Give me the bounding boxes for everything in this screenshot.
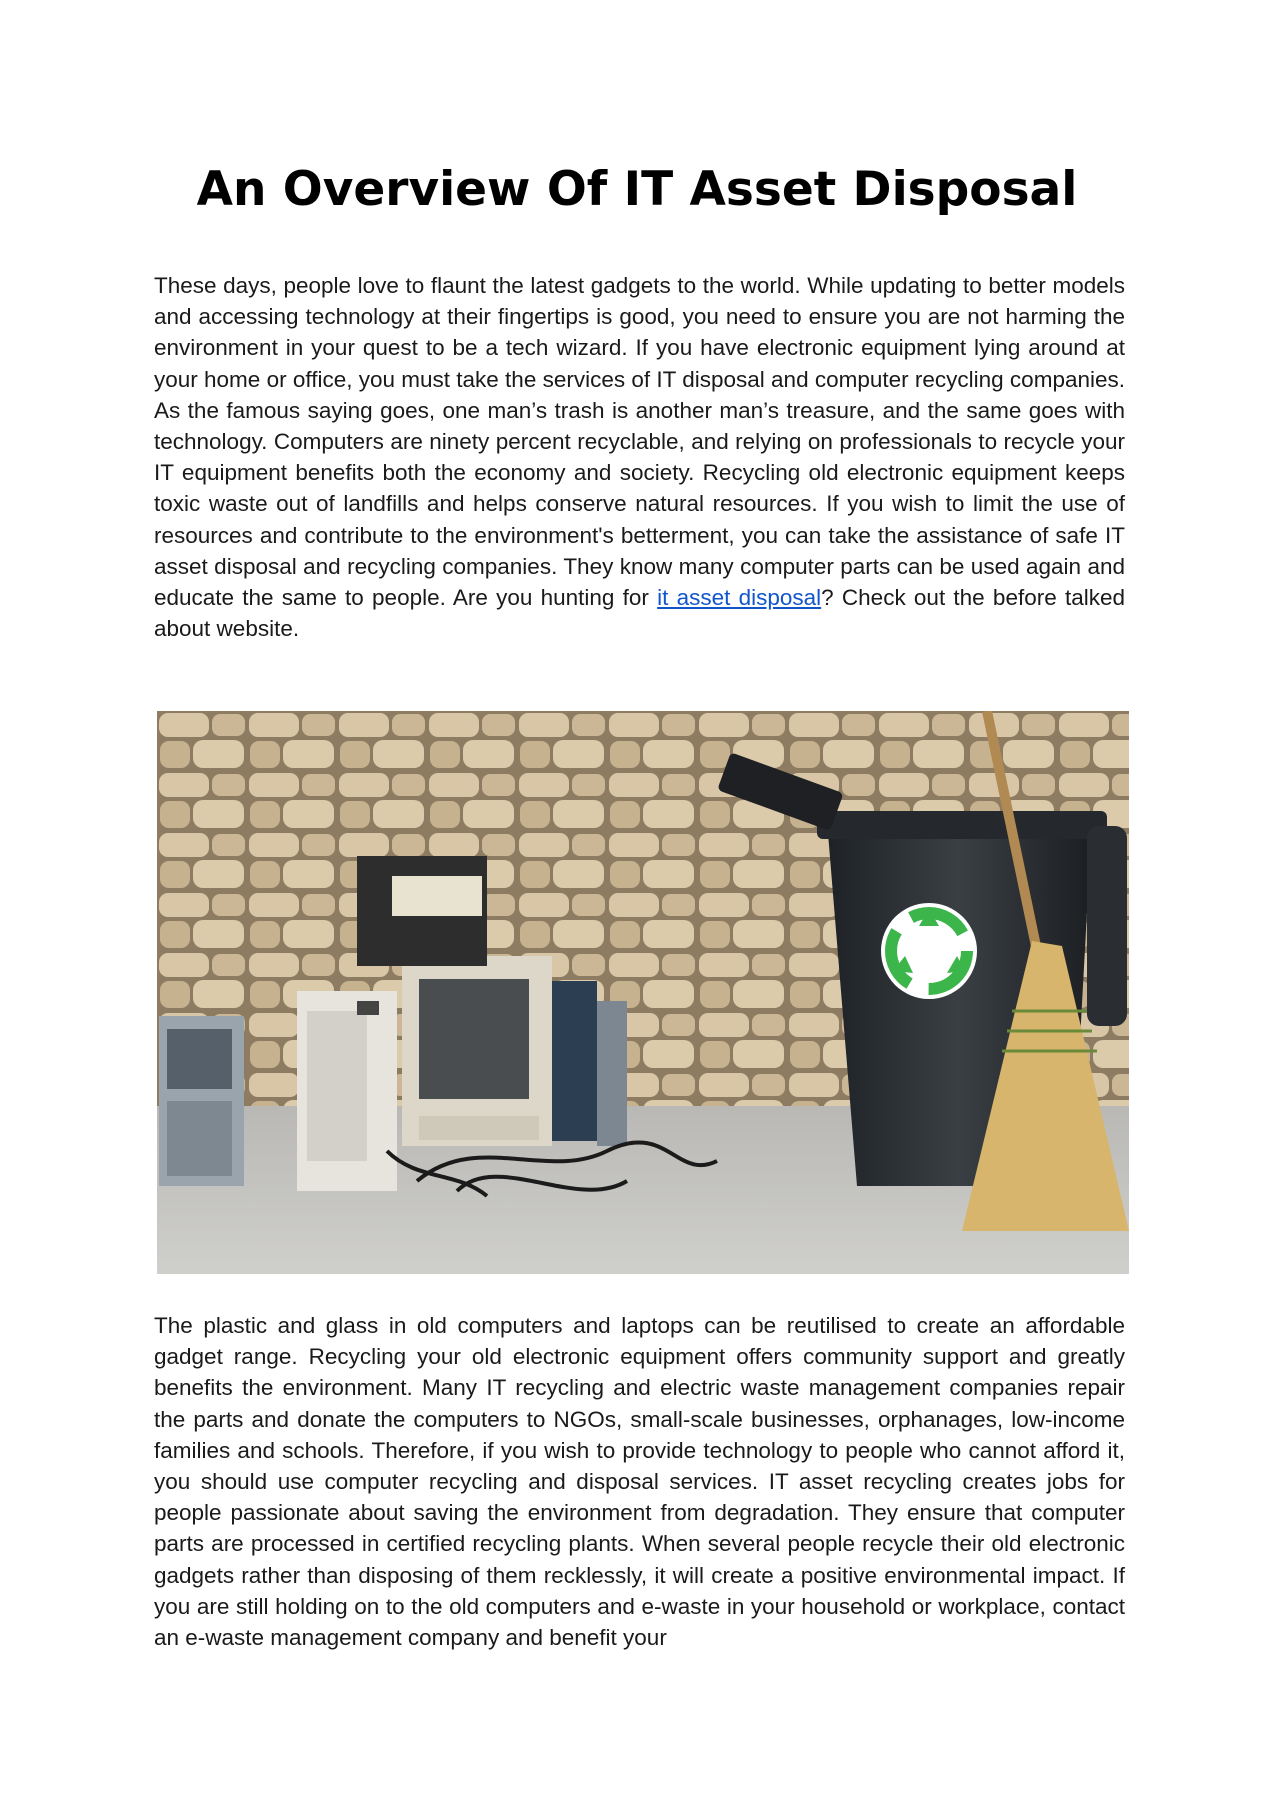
desk-phone	[357, 856, 487, 966]
page-title: An Overview Of IT Asset Disposal	[196, 162, 1078, 217]
second-paragraph: The plastic and glass in old computers and laptops can be reutilised to create an affordable gadget range. Recycling your old electronic equipment offers community support and greatly benefits the environment. Many IT recycling and electric waste management companies repair the parts and donate the computers to NGOs, small-scale businesses, orphanages, low-income families and schools. Therefore, if you wish to provide technology to people who cannot afford it, you should use computer recycling and disposal services. IT asset recycling creates jobs for people passionate about saving the environment from degradation. They ensure that computer parts are processed in certified recycling plants. When several people recycle their old electronic gadgets rather than disposing of them recklessly, it will create a positive environmental impact. If you are still holding on to the old computers and e-waste in your household or workplace, contact an e-waste management company and benefit your	[154, 1313, 1125, 1651]
laptop	[552, 981, 627, 1146]
computer-tower	[159, 1016, 244, 1186]
intro-text-after-link: ? Check out the before talked about website.	[154, 585, 1125, 642]
it-asset-disposal-link[interactable]: it asset disposal	[657, 585, 822, 611]
intro-paragraph	[154, 270, 1125, 644]
e-waste-photo	[157, 711, 1129, 1274]
crt-monitor	[402, 956, 552, 1146]
printer	[297, 991, 397, 1191]
intro-text-before-link: These days, people love to flaunt the latest gadgets to the world. While updating to better models and accessing technology at their fingertips is good, you need to ensure you are not harming the environment in your quest to be a tech wizard. If you have electronic equipment lying around at your home or office, you must take the services of IT disposal and computer recycling companies. As the famous saying goes, one man’s trash is another man’s treasure, and the same goes with technology. Computers are ninety percent recyclable, and relying on professionals to recycle your IT equipment benefits both the economy and society. Recycling old electronic equipment keeps toxic waste out of landfills and helps conserve natural resources. If you wish to limit the use of resources and contribute to the environment's betterment, you can take the assistance of safe IT asset disposal and recycling companies. They know many computer parts can be used again and educate the same to people. Are you hunting for	[154, 273, 1125, 611]
recycle-symbol-icon	[881, 903, 977, 999]
